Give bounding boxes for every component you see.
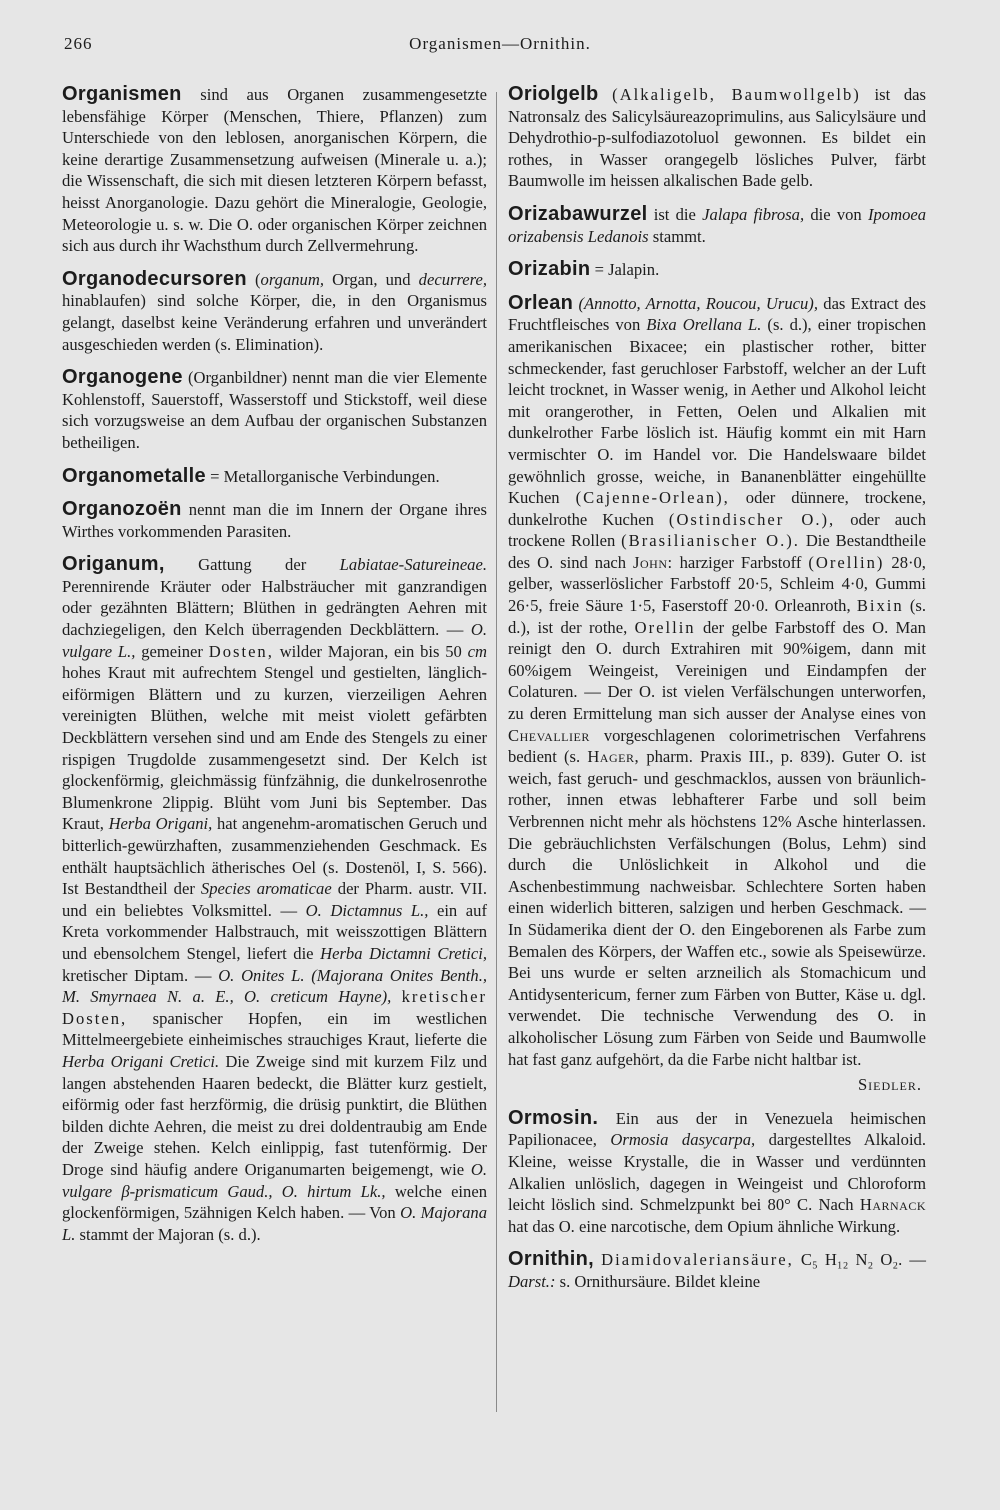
entry-text: (s. d.), ist der rothe, (508, 596, 927, 637)
entry-text: Die Bestandtheile des O. sind nach (508, 531, 926, 572)
entry-text: s. Ornithursäure. Bildet kleine (559, 1271, 761, 1291)
spaced-term: (Orellin) (808, 552, 885, 572)
spaced-term: Orellin (634, 617, 696, 637)
entry-text: (Organbildner) nennt man die vier Elemente Kohlenstoff, Sauerstoff, Wasserstoff und Stickstoff, weil diese sich vorzugsweise an dem Aufbau der organischen Substanzen betheiligen. (62, 368, 487, 452)
entry-organodecursoren (62, 269, 487, 355)
italic-term: Species aromaticae (200, 879, 332, 899)
entry-text: hohes Kraut mit aufrechtem Stengel und gestielten, länglich-eiförmigen Blättern und zu kurzen, vierzeiligen Aehren vereinigten Blüthen, welche mit meist violett gefärbten Deckblättern versehen sind und am Ende des Stengels zu einer rispigen Trugdolde zusammengesetzt sind. Der Kelch ist glockenförmig, gleichmässig fünfzähnig, die dunkelrosenrothe Blumenkrone 2lippig. Blüht vom Juni bis September. Das Kraut, (62, 663, 487, 834)
italic-term: Bixa Orellana L. (646, 315, 762, 335)
entry-text: hat das O. eine narcotische, dem Opium ähnliche Wirkung. (508, 1216, 901, 1236)
headword: Organometalle (62, 464, 206, 487)
italic-term: Herba Origani Cretici. (62, 1051, 220, 1071)
italic-term: Herba Origani, (108, 814, 213, 834)
author-name: Hager, (587, 747, 640, 767)
italic-term: Ormosia dasycarpa, (610, 1130, 756, 1150)
entry-orlean (508, 293, 926, 1070)
entry-text: die von (810, 204, 862, 224)
spaced-term: Bixin (856, 596, 904, 616)
entry-text: der Pharm. austr. VII. und ein beliebtes Volksmittel. — (62, 879, 487, 920)
entry-text: ist das Natronsalz des Salicylsäureazoprimulins, aus Salicylsäure und Dehydrothio-p-sulfodiazotoluol gewonnen. Es bildet ein rothes, in Wasser orangegelb lösliches Pulver, färbt Baumwolle im heissen alkalischen Bade gelb. (508, 85, 926, 191)
chemical-formula: C₅ H₁₂ N₂ O₂. — (800, 1250, 927, 1270)
entry-text: (s. d.), einer tropischen amerikanischen Bixacee; ein plastischer rother, bitter schmeckender, fast geruchloser Farbstoff, welcher an der Luft leicht trocknet, in Wasser wenig, in Aether und Alkohol leicht mit orangerother, in Fetten, Oelen und Alkalien mit dunkelrother Farbe löslich ist. Häufig kommt ein mit Harn vermischter O. im Handel vor. Die Handelswaare bildet gewöhnlich grosse, weiche, in Bananenblätter eingehüllte Kuchen (508, 315, 926, 508)
entry-text: Organ, und (332, 269, 411, 289)
entry-orizabin (508, 259, 926, 281)
entry-orizabawurzel (508, 204, 926, 247)
entry-origanum (62, 554, 487, 1245)
entry-text: hat angenehm-aromatischen Geruch und bitterlich-gewürzhaften, zusammenziehenden Geschmack. Es enthält hauptsächlich ätherisches Oel (s. Dostenöl, I, S. 566). Ist Bestandtheil der (62, 814, 488, 899)
italic-term: organum, (260, 269, 324, 289)
headword: Orizabawurzel (508, 202, 648, 225)
entry-text: stammt. (652, 226, 706, 246)
paren: ( (255, 269, 261, 289)
entry-text: stammt der Majoran (s. d.). (79, 1224, 261, 1244)
italic-term: decurrere, (418, 269, 488, 289)
italic-term: (Annotto, Arnotta, Roucou, Urucu), (578, 293, 818, 313)
running-title: Organismen—Ornithin. (409, 34, 591, 53)
author-name: John: (633, 552, 673, 572)
entry-text: wilder Majoran, ein bis 50 (279, 641, 462, 661)
entry-text: Ein aus der in Venezuela heimischen Papilionacee, (508, 1108, 926, 1150)
author-name: Chevallier (508, 725, 590, 745)
entry-organozoen (62, 499, 487, 542)
entry-text: pharm. Praxis III., p. 839). Guter O. ist weich, fast geruch- und geschmacklos, aussen von bräunlich-rother, innen etwas lebhafterer Farbe und soll beim Verbrennen nicht mehr als höchstens 12% Asche hinterlassen. Die gebräuchlichsten Verfälschungen (Bolus, Lehm) sind durch die Unlöslichkeit in Alkohol und die Aschenbestimmung nachweisbar. Schlechtere Sorten haben einen widerlich bitteren, salzigen und herben Geschmack. — In Südamerika dient der O. den Eingeborenen als Farbe zum Bemalen des Körpers, der Waffen etc., sowie als Speisewürze. Bei uns wurde er selten arzneilich als Stomachicum und Antidysentericum, ferner zum Färben von Butter, Käse u. dgl. verwendet. Die technische Verwendung des O. in alkoholischer Lösung zum Färben von Seide und Baumwolle hat fast ganz aufgehört, da die Farbe nicht haltbar ist. (508, 747, 926, 1069)
right-column (508, 84, 926, 1304)
entry-text: vorgeschlagenen colorimetrischen Verfahrens bedient (s. (508, 725, 926, 767)
entry-text: ist die (653, 204, 696, 224)
spaced-term: (Brasilianischer O.). (621, 531, 800, 551)
italic-term: O. vulgare L., (62, 620, 487, 661)
entry-text: dargestelltes Alkaloid. Kleine, weisse Krystalle, die in Wasser und verdünnten Alkalien unlöslich, dagegen in Weingeist und Chloroform leicht löslich sind. Schmelzpunkt bei 80° C. Nach (508, 1130, 926, 1215)
entry-text: ein auf Kreta vorkommender Halbstrauch, mit weisszottigen Blättern und ebensolchem Stengel, liefert die (62, 900, 487, 963)
spaced-term: (Alkaligelb, Baumwollgelb) (612, 85, 861, 104)
entry-text: oder auch trockene Rollen (508, 509, 927, 551)
spaced-term: Dosten, (208, 641, 274, 661)
entry-text: sind aus Organen zusammengesetzte lebensfähige Körper (Menschen, Thiere, Pflanzen) zum Unterschiede von den leblosen, anorganischen Körpern, die keine derartige Zusammensetzung aufweisen (Minerale u. a.); die Wissenschaft, die sich mit diesen letzteren Körpern befasst, heisst Anorganologie. Dazu gehört die Mineralogie, Geologie, Meteorologie u. s. w. Die O. oder organischen Körper zeichnen sich aus durch ihr Wachsthum durch Zellvermehrung. (62, 85, 487, 256)
entry-ormosin (508, 1108, 926, 1238)
entry-ornithin (508, 1249, 926, 1292)
entry-organogene (62, 367, 487, 453)
headword: Organogene (62, 366, 183, 389)
entry-text: hinablaufen) sind solche Körper, die, in den Organismus gelangt, daselbst keine Veränderung erfahren und unverändert ausgeschieden werden (s. Elimination). (62, 291, 487, 354)
headword: Orlean (508, 291, 574, 314)
column-divider (496, 92, 497, 1412)
entry-text: gemeiner (141, 641, 203, 661)
headword: Ormosin. (508, 1106, 599, 1129)
italic-term: O. Onites L. (Majorana Onites Benth., M. Smyrnaea N. a. E., O. creticum Hayne), (62, 965, 487, 1007)
italic-term: O. Majorana L. (62, 1203, 487, 1244)
headword: Organozoën (62, 498, 182, 521)
italic-term: Jalapa fibrosa, (702, 204, 805, 224)
page-number: 266 (64, 34, 93, 53)
entry-text: Die Zweige sind mit kurzem Filz und langen abstehenden Haaren bedeckt, die Blätter kurz gestielt, eiförmig oder fast herzförmig, die drüsig punktirt, die Blüthen bilden dichte Aehren, die meist zu drei doldentraubig am Ende der Zweige stehen. Kelch einlippig, fast tutenförmig. Der Droge sind häufig andere Origanumarten beigemengt, wie (62, 1051, 488, 1179)
spaced-term: kretischer Dosten, (62, 987, 487, 1028)
left-column (62, 84, 487, 1257)
italic-term: Ipomoea orizabensis Ledanois (508, 204, 927, 246)
headword: Orizabin (508, 258, 591, 281)
entry-text: oder dünnere, trockene, dunkelrothe Kuchen (508, 488, 926, 529)
entry-text: spanischer Hopfen, ein im westlichen Mittelmeergebiete einheimisches strauchiges Kraut, lieferte die (62, 1008, 488, 1050)
headword: Organodecursoren (62, 267, 247, 290)
entry-text: Perennirende Kräuter oder Halbsträucher mit ganzrandigen oder gezähnten Blättern; Blüthen in gedrängten Aehren mit dachziegeligen, den Kelch überragenden Deckblättern. — (62, 576, 487, 640)
entry-text: = Jalapin. (594, 260, 660, 280)
italic-term: Darst.: (508, 1271, 556, 1291)
headword: Oriolgelb (508, 83, 599, 105)
entry-text: = Metallorganische Verbindungen. (210, 466, 440, 486)
entry-text: welche einen glockenförmigen, 5zähnigen Kelch haben. — Von (62, 1181, 488, 1223)
entry-text: kretischer Diptam. — (62, 965, 212, 985)
entry-text: das Extract des Fruchtfleisches von (508, 293, 926, 335)
author-name: Harnack (859, 1195, 926, 1215)
entry-text: Gattung der (198, 555, 307, 575)
headword: Origanum, (62, 553, 165, 576)
entry-text: der gelbe Farbstoff des O. Man reinigt den O. durch Extrahiren mit 90%igem, dann mit 60%igem Weingeist, Vereinigen und Eindampfen der Colaturen. — Der O. ist vielen Verfälschungen unterworfen, zu deren Ermittelung man sich ausser der Analyse eines von (508, 617, 926, 724)
entry-text: nennt man die im Innern der Organe ihres Wirthes vorkommenden Parasiten. (62, 500, 487, 541)
spaced-term: (Ostindischer O.), (668, 509, 836, 529)
spaced-term: Diamidovaleriansäure, (601, 1250, 794, 1270)
headword: Ornithin, (508, 1248, 595, 1271)
italic-term: O. Dictamnus L., (305, 900, 429, 920)
entry-organometalle (62, 466, 487, 488)
italic-term: cm (467, 641, 487, 661)
italic-term: Herba Dictamni Cretici, (320, 943, 487, 963)
entry-organismen (62, 84, 487, 257)
author-signature: Siedler. (857, 1075, 922, 1095)
spaced-term: (Cajenne-Orlean), (575, 488, 730, 508)
entry-oriolgelb (508, 84, 926, 192)
headword: Organismen (62, 83, 182, 105)
italic-term: O. vulgare β-prismaticum Gaud., O. hirtum Lk., (62, 1159, 488, 1201)
entry-text: harziger Farbstoff (679, 552, 802, 572)
italic-term: Labiatae-Satureineae. (339, 555, 487, 575)
entry-text: 28·0, gelber, wasserlöslicher Farbstoff 20·5, Schleim 4·0, Gummi 26·5, freie Säure 1·5, Faserstoff 20·0. Orleanroth, (508, 552, 926, 616)
